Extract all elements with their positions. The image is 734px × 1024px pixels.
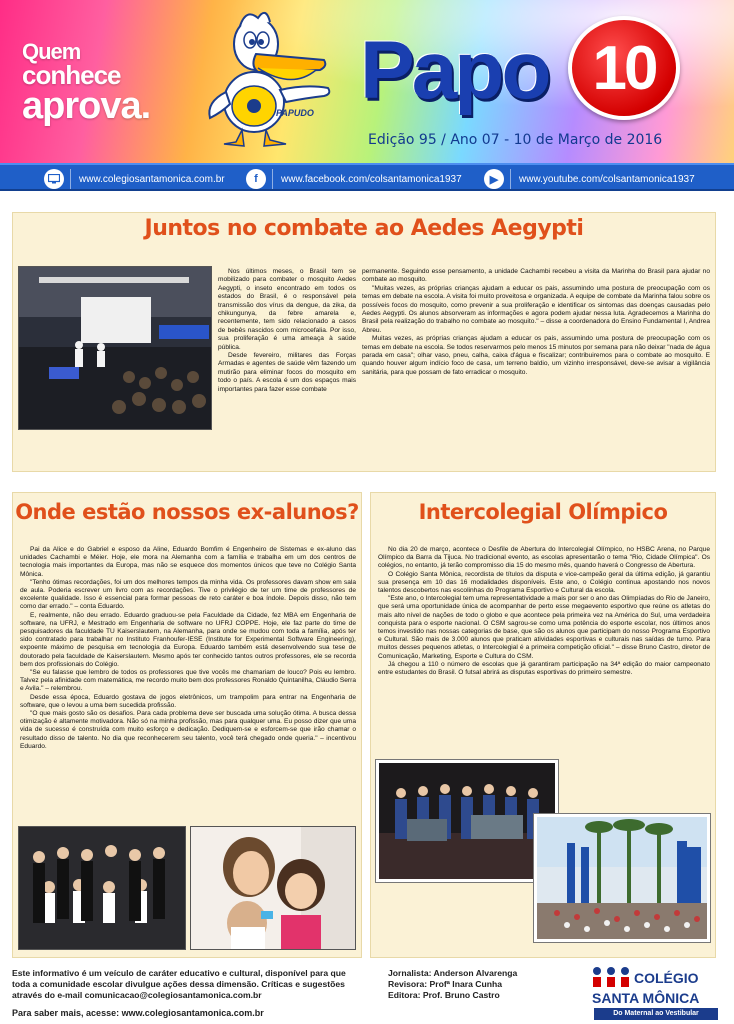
pelican-mascot-icon [196,6,336,148]
graduation-photo [18,826,186,950]
article-exalunos-body [20,546,356,822]
website-link-text: www.colegiosantamonica.com.br [79,173,225,185]
edition-line: Edição 95 / Ano 07 - 10 de Março de 2016 [368,132,663,148]
paragraph: Desde essa época, Eduardo gostava de jogos eletrônicos, um trampolim para entrar na Engenharia de software, que o levou a uma bem sucedida profissão. [20,693,356,709]
paragraph: Muitas vezes, as próprias crianças ajudam a educar os pais, assumindo uma postura de preocupação com os temas em debate na escola. Se todos reservarmos pelo menos 15 minutos por semana para não deixar "nada de água parada em casa"; olhar vaso, pneu, calha, caixa d'água e fiscalizar; contribuiremos para o combate ao mosquito. E quando houver algum indício foco de casa, um terreno baldio, um vizinho irresponsável, deve-se avisar a vigilância sanitária, para que possam de fato erradicar o mosquito. [362,335,710,376]
auditorium-photo [18,266,212,430]
paragraph: Já chegou a 110 o número de escolas que já garantiram participação na 34ª edição do maior campeonato entre estudantes do Brasil. O futsal abrirá as disputas esportivas do primeiro semestre. [378,660,710,677]
credit-line: Jornalista: Anderson Alvarenga [388,968,518,978]
youtube-link[interactable] [484,169,695,189]
paragraph: "Este ano, o Intercolegial tem uma representatividade a mais por ser o ano das Olimpíadas do Rio de Janeiro, que será uma oportunidade única de acompanhar de perto esse megaevento esportivo que reúne os atletas do mais alto nível de nações de todo o globo e que acontece pela primeira vez na América do Sul, uma verdadeira conquista para o esporte nacional. O CSM sagrou-se como uma potência do esporte escolar, nos últimos anos temos investido nas nossas categorias de base, que são os alunos que participam do nosso Programa Esportivo e Cultural. São mais de 3.000 alunos que praticam atividades esportivas e culturais nas saídas de turno. Para muitos desses pequenos atletas, o Intercolegial é a primeira competição oficial." – disse Bruno Castro, diretor de Comunicação, Marketing, Esporte e Cultura do CSM. [378,595,710,660]
paragraph: permanente. Seguindo esse pensamento, a unidade Cachambi recebeu a visita da Marinha do Brasil para ajudar no combate ao mosquito. [362,268,710,284]
school-name-line2: SANTA MÔNICA [592,990,700,1006]
mascot-name: PAPUDO [276,108,314,118]
paragraph: Nos últimos meses, o Brasil tem se mobilizado para combater o mosquito Aedes Aegypti, o inseto encontrado em todos os estados do Brasil, é o responsável pela transmissão dos vírus da dengue, da zika, da chikungunya, da febre amarela e, recentemente, tem sido relacionado a casos de bebês nascidos com microcefalia. Por isso, sua proliferação é uma ameaça à saúde pública. [218,268,356,351]
logo-number-badge [568,16,680,120]
awards-stage-photo [376,760,558,882]
links-bar [0,163,734,191]
paragraph: No dia 20 de março, acontece o Desfile de Abertura do Intercolegial Olímpico, no HSBC Arena, no Parque Olímpico da Barra da Tijuca. No tradicional evento, as escolas apresentarão o tema "Rio, Cidade Olímpica". Os colégios, no entanto, já terão compromisso dia 15 do mesmo mês, quando haverá o Congresso de Abertura. [378,546,710,570]
article-exalunos-headline: Onde estão nossos ex-alunos? [15,500,359,524]
article-intercolegial-body [378,546,710,752]
facebook-icon: f [246,169,266,189]
website-link[interactable] [44,169,225,189]
footer-more-link[interactable]: Para saber mais, acesse: www.colegiosantamonica.com.br [12,1008,264,1018]
paragraph: Pai da Alice e do Gabriel e esposo da Aline, Eduardo Bomfim é Engenheiro de Sistemas e ex-aluno das unidades Cachambi e Méier. Hoje, ele mora na Alemanha com a família e trabalha em um dos centros de tecnologia mais importantes da Europa, mas não se esquece dos momentos únicos que teve no Colégio Santa Mônica. [20,546,356,578]
article-aedes-col2 [362,268,710,458]
papo10-logo [360,16,700,120]
footer-disclaimer: Este informativo é um veículo de caráter educativo e cultural, disponível para que toda a comunidade escolar divulgue ações dessa dimensão. Críticas e sugestões através do e-mail comunicacao@colegiosantamonica.com.br [12,968,346,1000]
school-name-line1: COLÉGIO [634,970,699,986]
youtube-link-text: www.youtube.com/colsantamonica1937 [519,173,695,185]
slogan-line: Quem [22,39,81,64]
article-aedes-headline: Juntos no combate ao Aedes Aegypti [144,216,584,241]
link-separator [510,169,511,189]
logo-word: Papo [360,25,549,116]
staff-credits [388,968,517,1001]
facebook-link[interactable] [246,169,462,189]
monitor-icon [44,169,64,189]
paragraph: "Muitas vezes, as próprias crianças ajudam a educar os pais, assumindo uma postura de preocupação com os temas em debate na escola. A visita foi muito proveitosa e organizada. A equipe de combate da Marinha falou sobre os possíveis focos do mosquito, como prevenir a sua proliferação e identificar os sintomas das doenças causadas pelo Aedes Aegypti. Os alunos absorveram as informações e agora podem ajudar nessa luta. Agradecemos a Marinha do Brasil pela realização do trabalho no combate ao mosquito." – disse a coordenadora do Ensino Fundamental I, Andrea Abreu. [362,284,710,334]
slogan [22,39,151,127]
youtube-icon: ▶ [484,169,504,189]
article-aedes-col1a [218,268,356,440]
link-separator [70,169,71,189]
family-photo [190,826,356,950]
paragraph: "Se eu falasse que lembro de todos os professores que tive vocês me chamariam de louco? Pois eu lembro. Talvez pela afinidade com matemática, me recordo muito bem dos professores Ronaldo Quintanilha, Cláudio Serra e Avila." – relembrou. [20,669,356,693]
paragraph: E, realmente, não deu errado. Eduardo graduou-se pela Faculdade da Cidade, fez MBA em Engenharia de software, na UFRJ, e Mestrado em Engenharia de software no UFRJ COPPE. Hoje, ele faz parte do time de pesquisadores da faculdade TU Kaiserslautern, na Alemanha, para onde se mudou com toda a família, após ter sido contratado para trabalhar no Instituto Franhoufer-IESE (Institute for Experimental Software Engineering), expoente máximo de pesquisa em tecnologia da Europa. Eduardo também está desenvolvendo sua tese de doutorado pela faculdade de Kaiserslautern. Mesmo após ter conhecido tantos outros professores, ele se recorda bem dos profissionais do Colégio. [20,611,356,668]
paragraph: "O que mais gosto são os desafios. Para cada problema deve ser buscada uma solução ótima. A busca dessa otimização é altamente motivadora. Não só na minha profissão, mas para qualquer uma. Eu posso dizer que uma vida de sucesso é construída com muito esforço e dedicação. Dediquem-se e esforcem-se que irão chamar o resultado disso de talento. No dia que reconhecerem seu talento, você terá chegado onde queria." – incentivou Eduardo. [20,710,356,750]
link-separator [272,169,273,189]
logo-number: 10 [592,33,656,103]
school-emblem-icon [590,966,632,988]
paragraph: O Colégio Santa Mônica, recordista de títulos da disputa e vice-campeão geral da última edição, já garantiu sua presença em 10 das 16 modalidades disponíveis. Este ano, o Colégio continua apostando nos novos talentos descobertos nas escolinhas do Programa Esportivo e Cultural da escola. [378,570,710,595]
school-tagline: Do Maternal ao Vestibular [594,1008,718,1020]
paragraph: "Tenho ótimas recordações, foi um dos melhores tempos da minha vida. Os professores davam show em sala de aula. Poderia escrever um livro com as recordações. Tive o privilégio de ter um time de professores de excelente qualidade. Isso é essencial para formar pessoas de reto caráter e boa índole. Depois disso, não tem como dar errado." – conta Eduardo. [20,578,356,611]
parade-photo [534,814,710,942]
credit-line: Revisora: Profª Inara Cunha [388,979,502,989]
paragraph: Desde fevereiro, militares das Forças Armadas e agentes de saúde vêm fazendo um mutirão para eliminar focos do mosquito em todo o país. A escola é um dos espaços mais importantes para fazer esse combate [218,352,356,393]
facebook-link-text: www.facebook.com/colsantamonica1937 [281,173,462,185]
slogan-line: conhece [22,59,121,90]
school-logo [586,964,726,1020]
article-intercolegial-headline: Intercolegial Olímpico [418,500,668,524]
credit-line: Editora: Prof. Bruno Castro [388,990,500,1000]
slogan-line: aprova. [22,84,151,127]
masthead [0,0,734,163]
